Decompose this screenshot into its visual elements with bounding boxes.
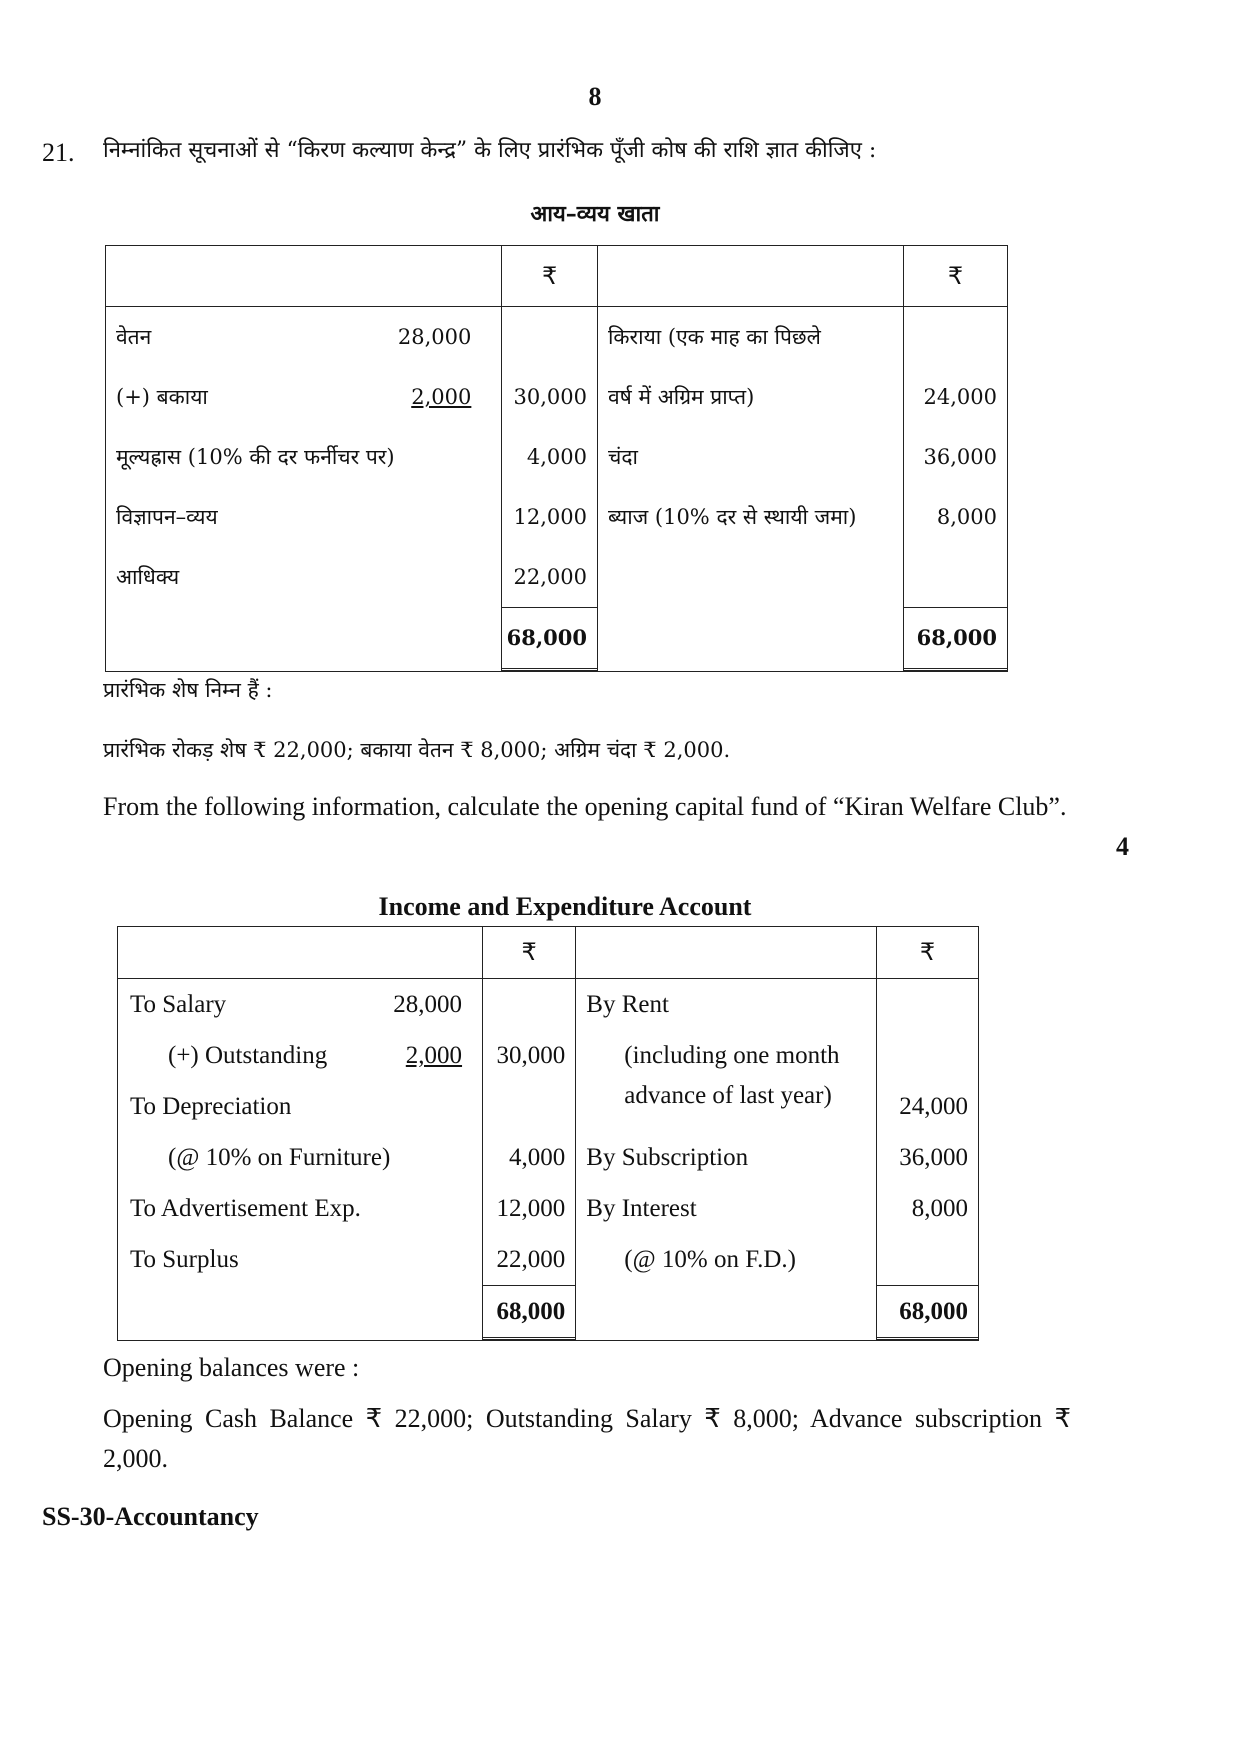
english-opening-details: Opening Cash Balance ₹ 22,000; Outstanding Salary ₹ 8,000; Advance subscription ₹ 2,000.: [103, 1404, 1071, 1473]
surplus-label: To Surplus: [130, 1246, 239, 1273]
header-blank-cell: [597, 246, 903, 307]
depreciation-amount: 4,000: [509, 1144, 566, 1171]
credit-total: 68,000: [904, 607, 1007, 671]
hindi-account-table: [105, 245, 1008, 672]
subscription-label: By Subscription: [586, 1144, 749, 1171]
interest-sub: (@ 10% on F.D.): [624, 1246, 796, 1273]
interest-label: By Interest: [586, 1195, 697, 1222]
credit-amounts: [904, 307, 1008, 672]
rent-label-cont: वर्ष में अग्रिम प्राप्त): [607, 385, 755, 409]
advertisement-amount: 12,000: [496, 1195, 566, 1222]
header-blank-cell: [106, 246, 502, 307]
subscription-amount: 36,000: [923, 445, 997, 469]
question-marks: 4: [1116, 832, 1129, 861]
interest-label: ब्याज (10% दर से स्थायी जमा): [607, 505, 857, 529]
salary-label: वेतन: [116, 325, 152, 349]
depreciation-amount: 4,000: [526, 445, 587, 469]
advertisement-label: विज्ञापन–व्यय: [116, 505, 218, 529]
debit-particulars: [118, 979, 483, 1341]
salary-total: 30,000: [513, 385, 587, 409]
outstanding-label: (+) बकाया: [116, 385, 208, 409]
outstanding-label: (+) Outstanding: [168, 1042, 328, 1069]
rent-label: By Rent: [586, 991, 669, 1018]
english-account-title: Income and Expenditure Account: [378, 892, 752, 921]
rent-label: किराया (एक माह का पिछले: [607, 325, 821, 349]
question-text-hindi: निम्नांकित सूचनाओं से “किरण कल्याण केन्द्र” के लिए प्रारंभिक पूँजी कोष की राशि ज्ञात कीजिए :: [103, 138, 877, 163]
salary-amount: 28,000: [393, 991, 463, 1018]
rent-amount: 24,000: [899, 1093, 968, 1120]
salary-total: 30,000: [496, 1042, 566, 1069]
rent-sub2: advance of last year): [624, 1082, 832, 1109]
rupee-header: ₹: [502, 246, 598, 307]
paper-code-footer: SS-30-Accountancy: [42, 1502, 259, 1531]
advertisement-amount: 12,000: [513, 505, 587, 529]
subscription-label: चंदा: [607, 445, 638, 469]
salary-label: To Salary: [130, 991, 227, 1018]
rupee-header: ₹: [483, 927, 576, 979]
page-number: 8: [588, 82, 602, 111]
rent-amount: 24,000: [923, 385, 997, 409]
credit-total: 68,000: [877, 1285, 978, 1340]
english-opening-heading: Opening balances were :: [103, 1353, 360, 1382]
surplus-label: आधिक्य: [116, 565, 180, 589]
rent-sub1: (including one month: [624, 1042, 840, 1069]
hindi-account-title: आय–व्यय खाता: [530, 201, 660, 227]
debit-amounts: [502, 307, 598, 672]
rupee-header: ₹: [877, 927, 979, 979]
debit-total: 68,000: [502, 607, 597, 671]
rupee-header: ₹: [904, 246, 1008, 307]
outstanding-amount: 2,000: [411, 385, 472, 409]
debit-particulars: [106, 307, 502, 672]
debit-amounts: [483, 979, 576, 1341]
depreciation-sub: (@ 10% on Furniture): [168, 1144, 391, 1171]
question-text-english: From the following information, calculate the opening capital fund of “Kiran Welfare Club”.: [103, 792, 1067, 821]
credit-particulars: [597, 307, 903, 672]
surplus-amount: 22,000: [496, 1246, 566, 1273]
advertisement-label: To Advertisement Exp.: [130, 1195, 361, 1222]
credit-particulars: [576, 979, 877, 1341]
debit-total: 68,000: [483, 1285, 575, 1340]
header-blank-cell: [576, 927, 877, 979]
interest-amount: 8,000: [936, 505, 997, 529]
surplus-amount: 22,000: [513, 565, 587, 589]
salary-amount: 28,000: [397, 325, 472, 349]
credit-amounts: [877, 979, 979, 1341]
depreciation-label: मूल्यह्रास (10% की दर फर्नीचर पर): [116, 445, 395, 469]
outstanding-amount: 2,000: [405, 1042, 463, 1069]
hindi-opening-details: प्रारंभिक रोकड़ शेष ₹ 22,000; बकाया वेतन ₹ 8,000; अग्रिम चंदा ₹ 2,000.: [103, 738, 731, 762]
interest-amount: 8,000: [911, 1195, 968, 1222]
subscription-amount: 36,000: [899, 1144, 968, 1171]
hindi-opening-heading: प्रारंभिक शेष निम्न हैं :: [103, 678, 273, 702]
question-number: 21.: [42, 138, 75, 167]
header-blank-cell: [118, 927, 483, 979]
depreciation-label: To Depreciation: [130, 1093, 292, 1120]
english-account-table: [117, 926, 979, 1341]
